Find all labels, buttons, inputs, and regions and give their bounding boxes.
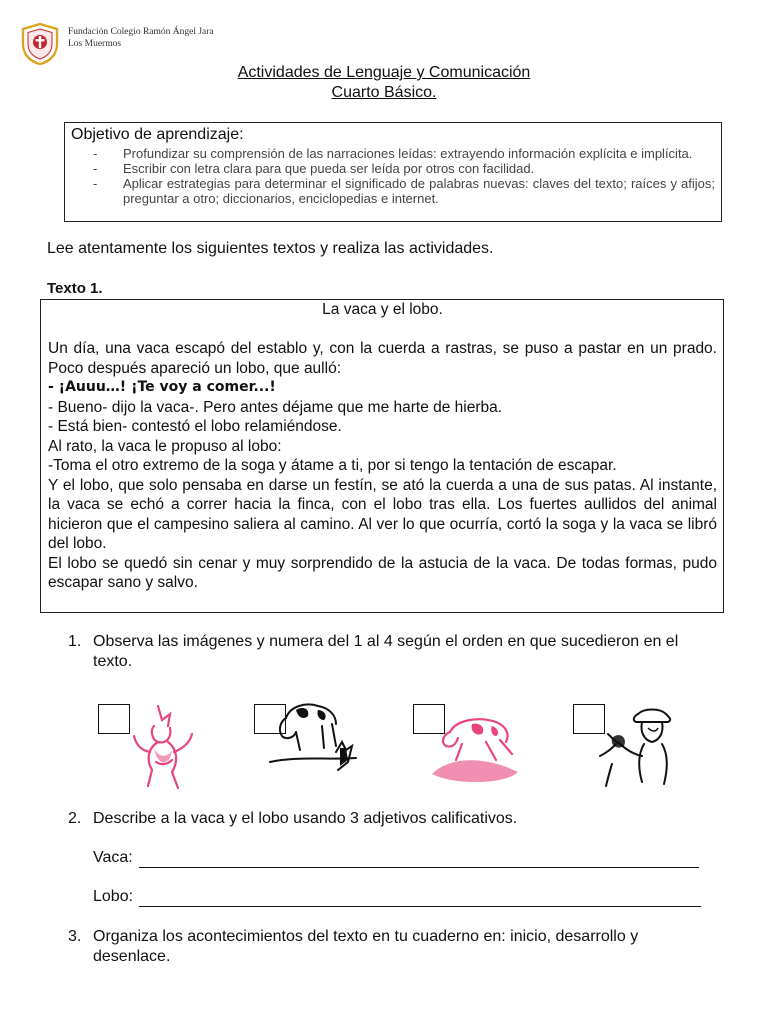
question-text: Observa las imágenes y numera del 1 al 4 según el orden en que sucedieron en el texto.: [93, 633, 679, 670]
answer-row-vaca: [93, 848, 699, 868]
question-2: [68, 809, 720, 829]
school-name-line1: Fundación Colegio Ramón Ángel Jara: [68, 27, 214, 37]
objective-item: - Aplicar estrategias para determinar el significado de palabras nuevas: claves del texto; raíces y afijos; preguntar a otro; diccionarios, enciclopedias e internet.: [71, 176, 715, 206]
question-text: Describe a la vaca y el lobo usando 3 adjetivos calificativos.: [93, 810, 518, 827]
svg-text:· ·: · ·: [38, 51, 42, 56]
instructions-text: Lee atentamente los siguientes textos y realiza las actividades.: [47, 240, 494, 257]
school-crest-icon: [20, 22, 60, 66]
objective-item: - Escribir con letra clara para que pueda ser leída por otros con facilidad.: [71, 161, 715, 176]
story-line: - Bueno- dijo la vaca-. Pero antes déjame que me harte de hierba.: [48, 398, 503, 416]
answer-label-lobo: Lobo:: [93, 888, 134, 905]
story-line: - Está bien- contestó el lobo relamiéndose.: [48, 418, 342, 435]
question-1: [68, 632, 720, 672]
question-text: Organiza los acontecimientos del texto en tu cuaderno en: inicio, desarrollo y desenlace.: [93, 928, 639, 965]
story-line: Un día, una vaca escapó del establo y, con la cuerda a rastras, se puso a pastar en un prado. Poco después apareció un lobo, que aulló:: [48, 340, 717, 377]
objectives-list: [71, 146, 715, 206]
school-name-line2: Los Muermos: [68, 39, 122, 49]
objectives-heading: Objetivo de aprendizaje:: [71, 126, 244, 143]
school-name: [68, 22, 214, 50]
school-header: [20, 22, 214, 66]
question-number: 3.: [68, 928, 82, 945]
objectives-box: [64, 122, 722, 222]
text-label: Texto 1.: [47, 280, 103, 297]
page-title: [0, 63, 768, 83]
page-title-line1: Actividades de Lenguaje y Comunicación: [237, 64, 531, 81]
cow-running-illustration: [426, 694, 522, 788]
page-title-line2: Cuarto Básico.: [331, 84, 437, 101]
order-checkbox-1[interactable]: [98, 704, 130, 734]
page-subtitle: [0, 83, 768, 103]
story-line: Y el lobo, que solo pensaba en darse un festín, se ató la cuerda a una de sus patas. Al instante, la vaca se echó a correr hacia la finca, con el lobo tras ella. Los fuertes aullidos del animal hicieron que el campesino saliera al camino. Al ver lo que ocurría, cortó la soga y la vaca se libró del lobo.: [48, 476, 717, 552]
question-3: [68, 927, 720, 967]
answer-line-lobo[interactable]: [139, 891, 701, 907]
answer-line-vaca[interactable]: [139, 852, 699, 868]
question-number: 1.: [68, 633, 82, 650]
answer-label-vaca: Vaca:: [93, 849, 133, 866]
story-box: [40, 299, 724, 613]
cow-and-wolf-illustration: [266, 676, 358, 778]
farmer-illustration: [598, 704, 684, 794]
answer-row-lobo: [93, 887, 701, 907]
wolf-howling-illustration: [128, 700, 198, 792]
story-title: La vaca y el lobo.: [322, 301, 443, 318]
objective-item: - Profundizar su comprensión de las narraciones leídas: extrayendo información explícita e implícita.: [71, 146, 715, 161]
question-number: 2.: [68, 810, 82, 827]
story-line-wolf-howl: - ¡Auuu…! ¡Te voy a comer...!: [48, 379, 276, 395]
story-body: [48, 339, 717, 593]
story-line: Al rato, la vaca le propuso al lobo:: [48, 437, 282, 455]
story-line: El lobo se quedó sin cenar y muy sorprendido de la astucia de la vaca. De todas formas, pudo escapar sano y salvo.: [48, 554, 717, 591]
story-line: -Toma el otro extremo de la soga y átame a ti, por si tengo la tentación de escapar.: [48, 457, 617, 474]
